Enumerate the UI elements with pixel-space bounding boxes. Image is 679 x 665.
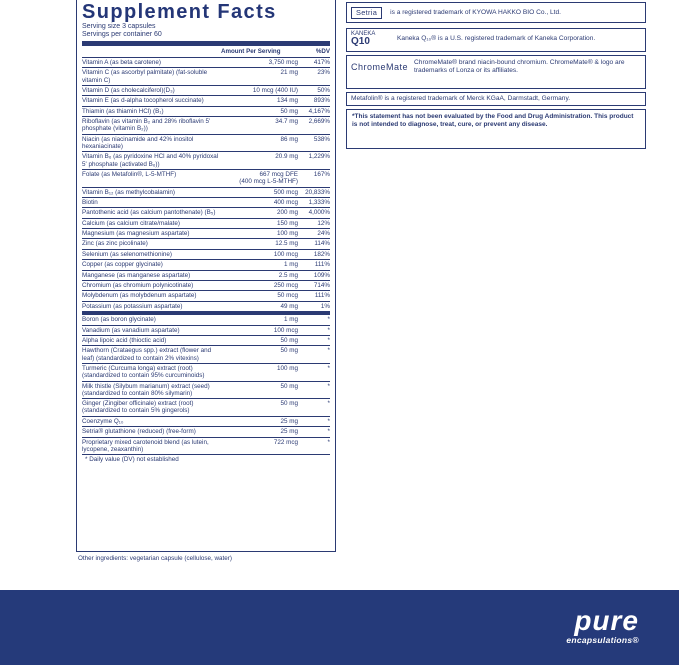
column-header	[82, 46, 330, 58]
nutrient-dv: *	[327, 326, 330, 334]
nutrient-dv: 2,669%	[308, 118, 330, 126]
nutrient-row	[82, 239, 330, 249]
brand-subtitle: encapsulations®	[566, 635, 639, 645]
nutrient-dv: 1,229%	[308, 153, 330, 161]
nutrient-name: Vitamin B₁₂ (as methylcobalamin)	[82, 188, 175, 196]
nutrient-dv: *	[327, 400, 330, 408]
kaneka-trademark-box	[346, 28, 646, 52]
nutrient-name: Pantothenic acid (as calcium pantothenate) (B₅)	[82, 209, 216, 217]
setria-trademark-box	[346, 2, 646, 23]
brand-band	[0, 590, 679, 665]
nutrient-row	[82, 427, 330, 437]
nutrient-row	[82, 260, 330, 270]
nutrient-row	[82, 438, 330, 456]
nutrient-dv: 50%	[317, 86, 330, 94]
nutrient-amount: 100 mg	[276, 364, 298, 372]
nutrient-dv: 4,167%	[308, 107, 330, 115]
nutrient-amount: 10 mcg (400 IU)	[252, 86, 298, 94]
nutrient-dv: *	[327, 347, 330, 355]
nutrient-amount: 200 mg	[276, 209, 298, 217]
nutrient-row	[82, 152, 330, 170]
nutrient-name: Alpha lipoic acid (thioctic acid)	[82, 337, 167, 344]
nutrient-row	[82, 399, 330, 417]
nutrient-row	[82, 170, 330, 188]
nutrient-name: Vanadium (as vanadium aspartate)	[82, 326, 180, 334]
nutrient-dv: 538%	[313, 135, 330, 143]
nutrient-name: Selenium (as selenomethionine)	[82, 250, 172, 258]
nutrient-amount: 12.5 mg	[275, 240, 298, 248]
nutrient-dv: *	[327, 438, 330, 446]
nutrient-name: Ginger (Zingiber officinale) extract (root) (standardized to contain 5% gingerols)	[82, 400, 194, 415]
nutrient-row	[82, 198, 330, 208]
nutrient-dv: *	[327, 316, 330, 324]
nutrient-row	[82, 326, 330, 336]
nutrient-amount: 500 mcg	[273, 188, 298, 196]
nutrient-name: Vitamin E (as d-alpha tocopherol succinate)	[82, 97, 204, 105]
nutrient-amount: 34.7 mg	[275, 118, 298, 126]
header-dv: %DV	[315, 48, 330, 55]
nutrient-amount: 50 mg	[280, 337, 298, 344]
nutrient-row	[82, 58, 330, 68]
nutrient-row	[82, 364, 330, 382]
kaneka-logo-small: KANEKA	[351, 31, 376, 37]
nutrient-dv: 20,833%	[305, 188, 330, 196]
nutrient-row	[82, 219, 330, 229]
nutrient-amount: 722 mcg	[273, 438, 298, 446]
nutrient-name: Calcium (as calcium citrate/malate)	[82, 219, 180, 227]
fda-statement: *This statement has not been evaluated by the Food and Drug Administration. This product is not intended to diagnose, treat, cure, or prevent any disease.	[346, 109, 646, 149]
chromemate-logo: ChromeMate	[351, 62, 409, 72]
nutrient-name: Copper (as copper glycinate)	[82, 261, 163, 269]
nutrient-row	[82, 86, 330, 96]
servings-per-container: Servings per container 60	[82, 31, 162, 38]
header-amount: Amount Per Serving	[221, 48, 281, 55]
nutrient-name: Zinc (as zinc picolinate)	[82, 240, 148, 248]
nutrient-dv: 893%	[313, 97, 330, 105]
nutrient-dv: 111%	[314, 292, 330, 300]
nutrient-name: Milk thistle (Silybum marianum) extract (seed) (standardized to contain 80% silymarin)	[82, 382, 210, 397]
setria-logo: Setria	[351, 7, 382, 19]
nutrient-dv: 714%	[313, 282, 330, 290]
nutrient-dv: 111%	[314, 261, 330, 269]
nutrient-dv: *	[327, 364, 330, 372]
nutrient-amount: 100 mcg	[273, 326, 298, 334]
supplement-facts-panel	[76, 0, 336, 552]
nutrient-amount: 50 mg	[280, 107, 298, 115]
nutrient-amount: 667 mcg DFE (400 mcg L-5-MTHF)	[226, 171, 298, 185]
kaneka-text: Kaneka Q₁₀® is a U.S. registered trademark of Kaneka Corporation.	[397, 35, 596, 42]
nutrient-dv: *	[327, 382, 330, 390]
nutrient-amount: 21 mg	[280, 69, 298, 77]
nutrient-amount: 25 mg	[280, 417, 298, 425]
nutrient-name: Vitamin A (as beta carotene)	[82, 59, 161, 66]
nutrient-dv: 114%	[314, 240, 330, 248]
nutrient-dv: 109%	[313, 271, 330, 279]
nutrient-row	[82, 281, 330, 291]
nutrient-dv: 417%	[313, 59, 330, 66]
metafolin-text: Metafolin® is a registered trademark of Merck KGaA, Darmstadt, Germany.	[351, 95, 571, 102]
nutrient-row	[82, 208, 330, 218]
nutrient-row	[82, 271, 330, 281]
nutrient-name: Turmeric (Curcuma longa) extract (root) (standardized to contain 95% curcuminoids)	[82, 364, 205, 380]
nutrient-amount: 86 mg	[280, 135, 298, 143]
nutrient-row	[82, 302, 330, 315]
nutrient-row	[82, 250, 330, 260]
nutrient-name: Niacin (as niacinamide and 42% inositol hexaniacinate)	[82, 135, 194, 150]
nutrient-dv: 182%	[313, 250, 330, 258]
nutrient-row	[82, 135, 330, 153]
nutrient-amount: 25 mg	[280, 428, 298, 436]
nutrient-amount: 100 mg	[276, 230, 298, 238]
nutrient-dv: 1,333%	[308, 198, 330, 206]
nutrient-dv: 167%	[313, 170, 330, 178]
nutrient-row	[82, 107, 330, 117]
facts-title: Supplement Facts	[82, 1, 277, 23]
serving-size: Serving size 3 capsules	[82, 23, 156, 30]
nutrient-row	[82, 315, 330, 325]
chromemate-text: ChromeMate® brand niacin-bound chromium. ChromeMate® & logo are trademarks of Lonza or its affiliates.	[414, 59, 625, 74]
nutrient-row	[82, 96, 330, 106]
nutrient-dv: *	[327, 417, 330, 425]
nutrient-dv: 1%	[320, 302, 330, 310]
nutrient-row	[82, 291, 330, 301]
nutrient-amount: 134 mg	[276, 97, 298, 105]
metafolin-trademark-box	[346, 92, 646, 106]
nutrient-name: Thiamin (as thiamin HCl) (B₁)	[82, 107, 164, 115]
nutrient-amount: 3,750 mcg	[268, 59, 298, 66]
nutrient-amount: 100 mcg	[273, 250, 298, 258]
nutrient-amount: 49 mg	[280, 302, 298, 310]
nutrient-name: Boron (as boron glycinate)	[82, 316, 156, 324]
nutrient-amount: 50 mg	[280, 347, 298, 355]
nutrient-name: Setria® glutathione (reduced) (free-form)	[82, 428, 196, 436]
nutrient-amount: 50 mcg	[277, 292, 298, 300]
nutrient-row	[82, 417, 330, 427]
dv-footnote: * Daily value (DV) not established	[85, 456, 179, 464]
nutrient-row	[82, 229, 330, 239]
nutrient-amount: 1 mg	[284, 261, 298, 269]
nutrient-dv: 12%	[317, 219, 330, 227]
nutrient-amount: 2.5 mg	[278, 271, 298, 279]
nutrient-name: Chromium (as chromium polynicotinate)	[82, 282, 194, 290]
nutrient-amount: 50 mg	[280, 382, 298, 390]
nutrient-row	[82, 382, 330, 400]
nutrient-dv: 23%	[317, 69, 330, 77]
nutrient-name: Riboflavin (as vitamin B₂ and 28% riboflavin 5' phosphate (vitamin B₂))	[82, 118, 211, 133]
chromemate-trademark-box	[346, 55, 646, 89]
nutrient-name: Potassium (as potassium aspartate)	[82, 302, 183, 310]
nutrient-name: Vitamin B₆ (as pyridoxine HCl and 40% pyridoxal 5' phosphate (activated B₆))	[82, 153, 219, 168]
nutrient-amount: 150 mg	[276, 219, 298, 227]
nutrient-name: Folate (as Metafolin®, L-5-MTHF)	[82, 170, 177, 178]
kaneka-logo	[351, 31, 391, 47]
nutrient-name: Manganese (as manganese aspartate)	[82, 271, 191, 279]
nutrient-name: Hawthorn (Crataegus spp.) extract (flower and leaf) (standardized to contain 2% vitexins)	[82, 347, 212, 362]
nutrient-name: Coenzyme Q₁₀	[82, 417, 124, 425]
nutrient-dv: 4,000%	[308, 209, 330, 217]
nutrient-dv: *	[327, 428, 330, 436]
nutrient-name: Proprietary mixed carotenoid blend (as lutein, lycopene, zeaxanthin)	[82, 438, 209, 453]
nutrient-row	[82, 68, 330, 86]
setria-text: is a registered trademark of KYOWA HAKKO BIO Co., Ltd.	[390, 9, 561, 16]
brand-word: pure	[574, 605, 639, 636]
brand-logo	[566, 605, 639, 645]
nutrient-row	[82, 117, 330, 135]
kaneka-logo-q10: Q10	[351, 36, 370, 47]
nutrient-dv: 24%	[317, 230, 330, 238]
nutrient-name: Vitamin D (as cholecalciferol)(D₃)	[82, 86, 175, 94]
other-ingredients: Other ingredients: vegetarian capsule (cellulose, water)	[78, 555, 233, 562]
nutrient-row	[82, 346, 330, 364]
nutrient-name: Molybdenum (as molybdenum aspartate)	[82, 292, 197, 300]
serving-info	[82, 23, 330, 46]
nutrient-amount: 400 mcg	[273, 198, 298, 206]
nutrient-name: Biotin	[82, 198, 98, 206]
nutrient-amount-secondary: (400 mcg L-5-MTHF)	[239, 178, 298, 186]
vitamins-minerals-list	[82, 58, 330, 315]
nutrient-amount: 20.9 mg	[275, 153, 298, 161]
nutrient-amount: 1 mg	[284, 316, 298, 324]
nutrient-row	[82, 336, 330, 346]
nutrient-amount: 250 mcg	[273, 282, 298, 290]
nutrient-row	[82, 188, 330, 198]
other-nutrients-list	[82, 315, 330, 455]
nutrient-name: Magnesium (as magnesium aspartate)	[82, 230, 190, 238]
nutrient-name: Vitamin C (as ascorbyl palmitate) (fat-soluble vitamin C)	[82, 69, 208, 84]
nutrient-amount: 50 mg	[280, 400, 298, 408]
nutrient-dv: *	[327, 337, 330, 344]
